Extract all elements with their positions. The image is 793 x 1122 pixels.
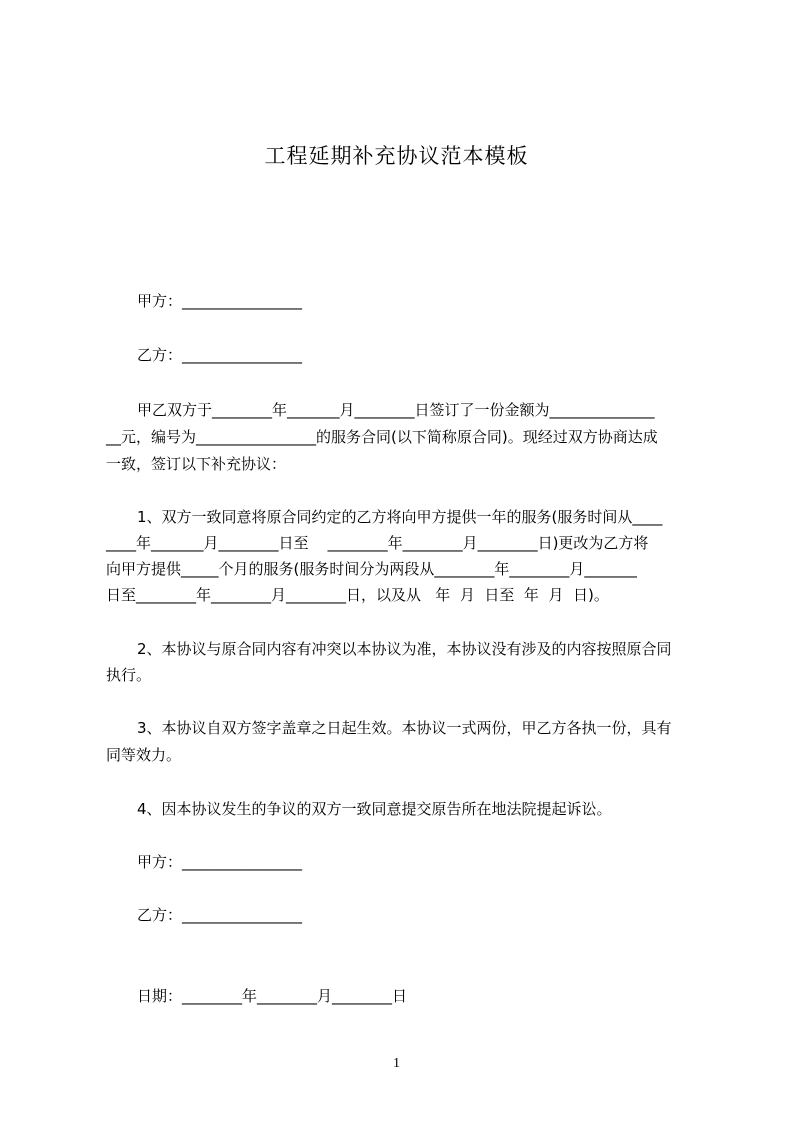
clause2-line-2: 执行。 xyxy=(106,666,152,684)
clause2-line-1: 2、本协议与原合同内容有冲突以本协议为准，本协议没有涉及的内容按照原合同 xyxy=(137,640,672,658)
party-b-line: 乙方：________________ xyxy=(137,346,303,364)
party-a-line: 甲方：________________ xyxy=(137,292,303,310)
clause3-line-1: 3、本协议自双方签字盖章之日起生效。本协议一式两份，甲乙方各执一份，具有 xyxy=(137,719,672,737)
clause4-line: 4、因本协议发生的争议的双方一致同意提交原告所在地法院提起诉讼。 xyxy=(137,800,612,818)
signature-party-b: 乙方：________________ xyxy=(137,906,303,924)
clause3-line-2: 同等效力。 xyxy=(106,746,182,764)
document-title: 工程延期补充协议范本模板 xyxy=(264,144,529,168)
clause1-line-4: 日至________年________月________日，以及从 年 月 日至 年 月 日)。 xyxy=(106,586,609,604)
signature-party-a: 甲方：________________ xyxy=(137,853,303,871)
intro-line-3: 一致，签订以下补充协议： xyxy=(106,455,287,473)
intro-line-2: __元，编号为________________的服务合同(以下简称原合同)。现经过双方协商达成 xyxy=(106,428,658,446)
clause1-line-2: ____年_______月________日至 ________年________月________日)更改为乙方将 xyxy=(106,534,649,552)
clause1-line-1: 1、双方一致同意将原合同约定的乙方将向甲方提供一年的服务(服务时间从____ xyxy=(137,508,663,526)
page-number: 1 xyxy=(393,1056,400,1071)
clause1-line-3: 向甲方提供_____个月的服务(服务时间分为两段从________年________月_______ xyxy=(106,560,637,578)
intro-line-1: 甲乙双方于________年_______月________日签订了一份金额为______________ xyxy=(137,401,655,419)
date-line: 日期：________年________月________日 xyxy=(137,987,408,1005)
